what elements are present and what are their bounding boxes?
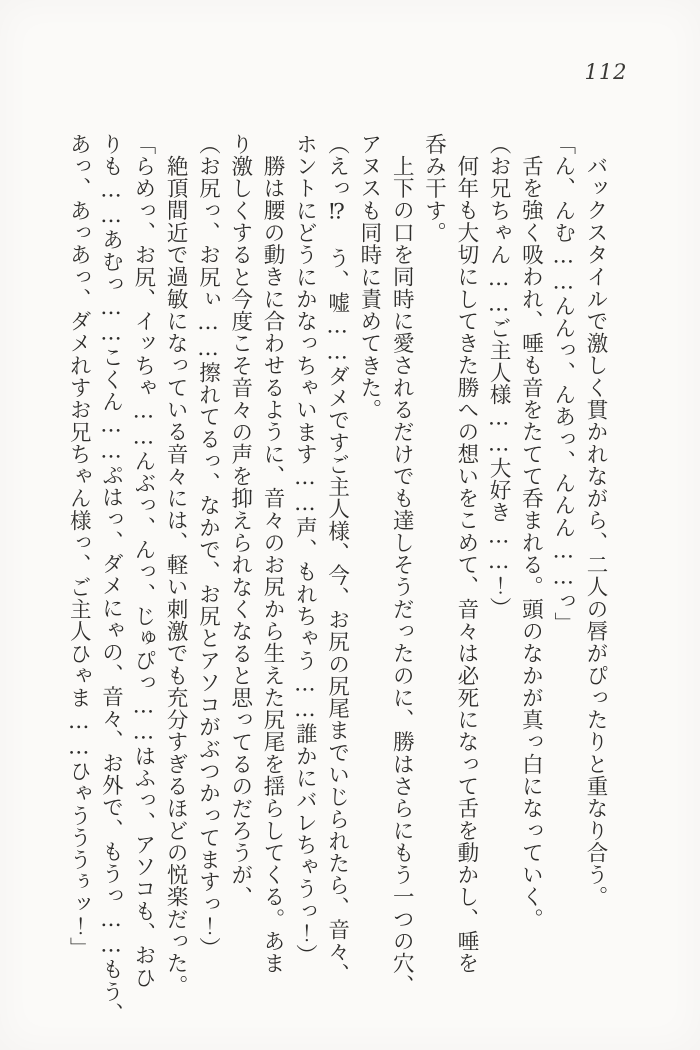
text-line: りも……あむっ……こくん……ぷはっ、ダメにゃの、音々、お外で、もうっ……もう、 <box>98 133 124 1025</box>
text-line: 上下の口を同時に愛されるだけでも達しそうだったのに、勝はさらにもう一つの穴、 <box>389 154 415 997</box>
text-line: バックスタイルで激しく貫かれながら、二人の唇がぴったりと重なり合う。 <box>583 154 608 908</box>
body-text <box>62 133 611 1023</box>
text-line: （お兄ちゃん……ご主人様……大好き……！） <box>486 133 512 620</box>
text-line: あっ、あっあっ、ダメれすお兄ちゃん様っ、ご主人ひゃま……ひゃうううぅッ！」 <box>66 133 92 960</box>
text-line: （えっ⁉ う、嘘……ダメですご主人様、今、お尻の尻尾までいじられたら、音々、 <box>324 133 350 986</box>
text-line: 「らめっ、お尻、イッちゃ……んぶっ、んっ、じゅぴっ……はふっ、アソコも、おひ <box>130 133 156 989</box>
text-line: 「ん、んむ……んんっ、んあっ、んんん……っ」 <box>550 133 576 635</box>
page-number: 112 <box>584 60 628 84</box>
text-line: （お尻っ、お尻ぃ……擦れてるっ、なかで、お尻とアソコがぶつかってますっ！） <box>195 133 221 960</box>
text-line: 舌を強く吸われ、唾も音をたてて呑まれる。頭のなかが真っ白になっていく。 <box>518 154 544 930</box>
text-line: アヌスも同時に責めてきた。 <box>356 133 382 421</box>
text-line: 勝は腰の動きに合わせるように、音々のお尻から生えた尻尾を揺らしてくる。あま <box>260 154 286 974</box>
text-line: り激しくすると今度こそ音々の声を抑えられなくなると思ってるのだろうが、 <box>227 133 253 909</box>
text-line: 呑み干す。 <box>421 133 447 244</box>
text-line: 何年も大切にしてきた勝への想いをこめて、音々は必死になって舌を動かし、唾を <box>453 154 479 974</box>
text-line: 絶頂間近で過敏になっている音々には、軽い刺激でも充分すぎるほどの悦楽だった。 <box>163 154 189 997</box>
text-line: ホントにどうにかなっちゃいます……声、もれちゃう……誰かにバレちゃうっ！） <box>292 133 318 967</box>
